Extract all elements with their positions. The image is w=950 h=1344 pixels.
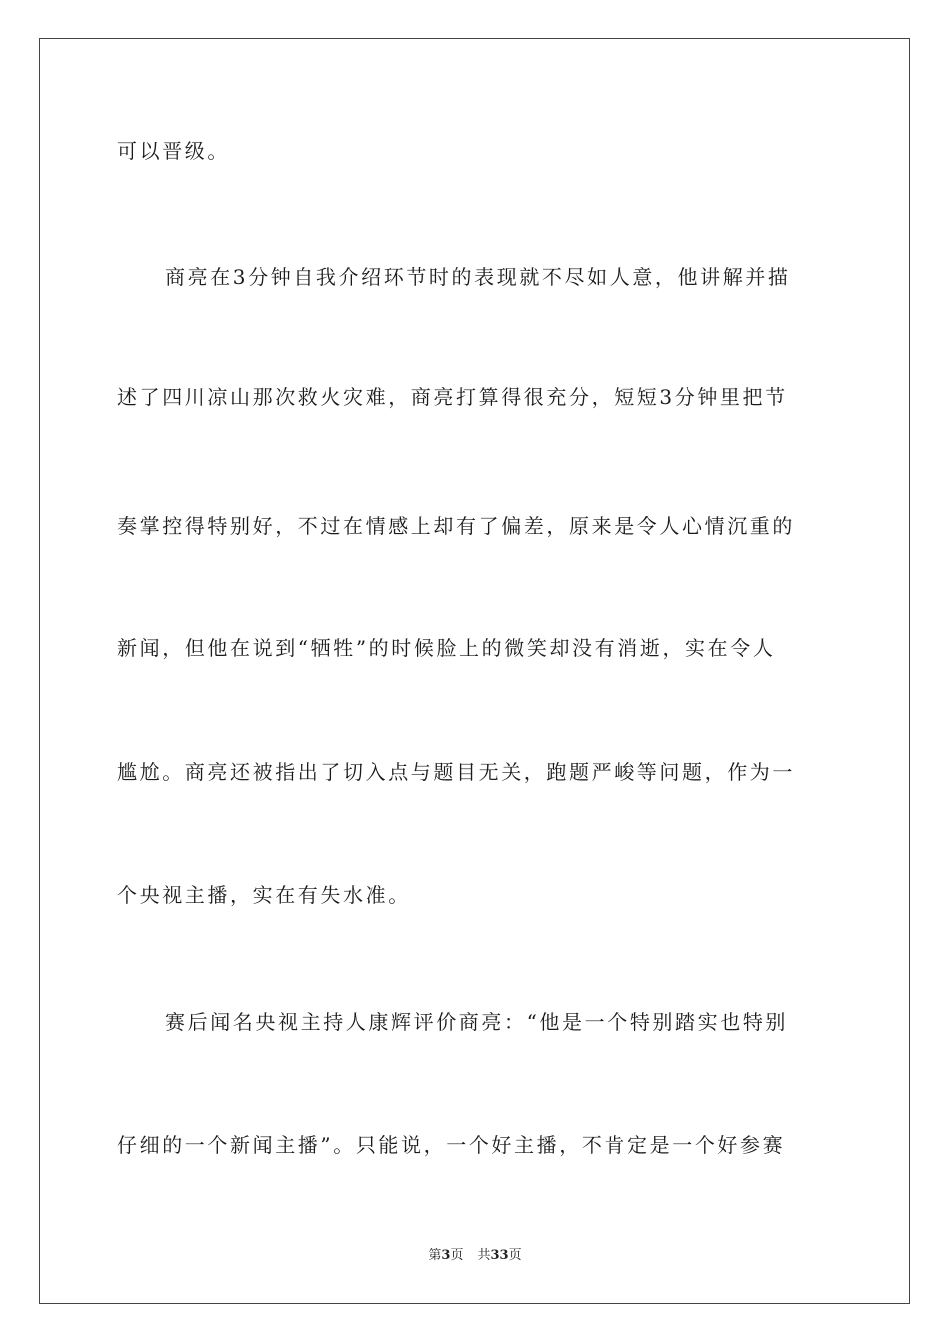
- text-line-4: 奏掌控得特别好，不过在情感上却有了偏差，原来是令人心情沉重的: [117, 514, 795, 538]
- total-prefix: 共: [477, 1248, 491, 1263]
- text-line-3: 述了四川凉山那次救火灾难，商亮打算得很充分，短短3分钟里把节: [117, 385, 788, 409]
- text-line-8: 赛后闻名央视主持人康辉评价商亮：“他是一个特别踏实也特别: [165, 1010, 789, 1034]
- page-footer: [0, 1247, 950, 1265]
- text-line-5: 新闻，但他在说到“牺牲”的时候脸上的微笑却没有消逝，实在令人: [117, 636, 776, 660]
- page-suffix: 页: [450, 1248, 464, 1263]
- total-pages: 33: [490, 1248, 509, 1263]
- page-number: 3: [441, 1248, 451, 1263]
- text-line-7: 个央视主播，实在有失水准。: [117, 883, 411, 907]
- page-prefix: 第: [428, 1248, 442, 1263]
- page-border: [39, 38, 910, 1304]
- total-suffix: 页: [508, 1248, 522, 1263]
- text-line-6: 尴尬。商亮还被指出了切入点与题目无关，跑题严峻等问题，作为一: [117, 760, 795, 784]
- text-line-9: 仔细的一个新闻主播”。只能说，一个好主播，不肯定是一个好参赛: [117, 1133, 786, 1157]
- text-line-1: 可以晋级。: [117, 139, 230, 163]
- text-line-2: 商亮在3分钟自我介绍环节时的表现就不尽如人意，他讲解并描: [165, 265, 791, 289]
